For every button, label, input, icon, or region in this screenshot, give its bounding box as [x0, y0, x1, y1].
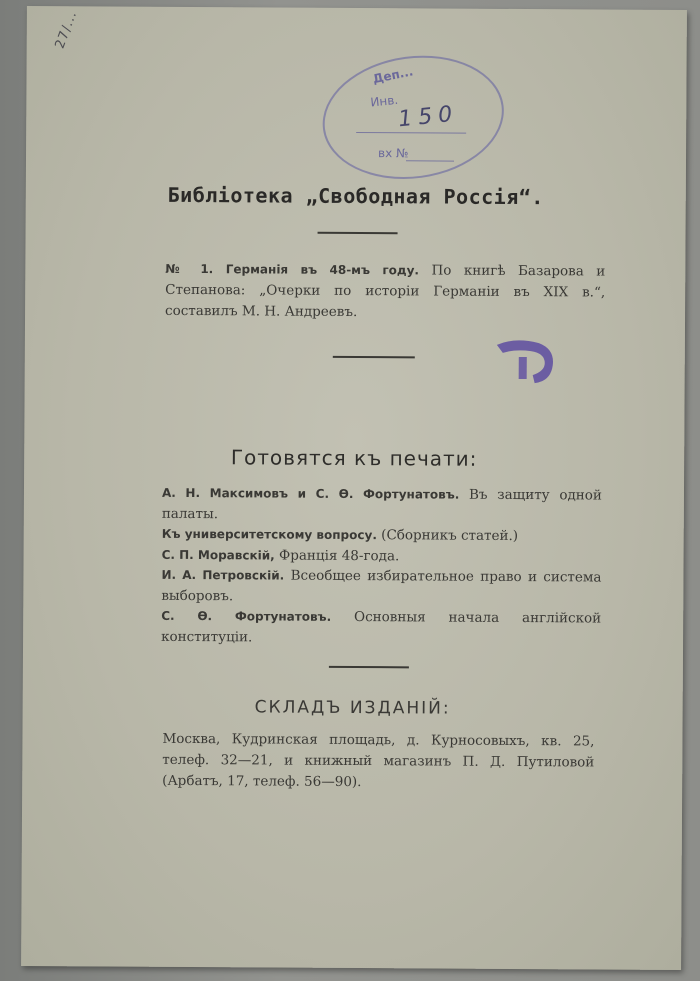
issue-entry [165, 259, 605, 325]
stamp-handwritten-number: 150 [397, 101, 460, 133]
list-item-title: Въ защиту одной палаты. [161, 486, 603, 522]
list-item-author: А. Н. Максимовъ и С. Ѳ. Фортунатовъ. [161, 485, 460, 502]
issue-title: Германія въ 48-мъ году. [225, 262, 420, 278]
list-item-author: И. А. Петровскій. [161, 567, 285, 583]
title-rule [318, 232, 398, 234]
stamp-line-3: вх № [378, 146, 409, 161]
stamp-line-1: Деп... [371, 64, 415, 87]
store-heading: СКЛАДЪ ИЗДАНІЙ: [254, 697, 451, 719]
list-item [161, 606, 601, 650]
stamp-line-2: Инв. [369, 92, 399, 110]
list-item [162, 483, 602, 527]
forthcoming-heading: Готовятся къ печати: [230, 445, 478, 471]
list-item [161, 565, 601, 609]
issue-text: По книгѣ Базарова и Степанова: „Очерки по исторіи Германіи въ XIX в.“, составилъ М. Н. Андреевъ. [165, 262, 606, 321]
purple-stamp-mark [495, 335, 559, 385]
issue-number: № 1. [165, 261, 214, 277]
list-item-title: Франція 48-года. [278, 547, 400, 564]
document-page [21, 6, 687, 970]
list-item-title: Основныя начала англійской конституціи. [161, 609, 602, 645]
forthcoming-list [161, 483, 602, 650]
series-title: Библіотека „Свободная Россія“. [167, 182, 544, 210]
handwritten-edge-note: 27/... [52, 8, 81, 51]
store-address: Москва, Кудринская площадь, д. Курносовыхъ, кв. 25, телеф. 32—21, и книжный магазинъ П. Д. Путиловой (Арбатъ, 17, телеф. 56—90). [162, 730, 595, 791]
list-item [162, 524, 602, 547]
list-item-author: С. Ѳ. Фортунатовъ. [161, 608, 332, 624]
section-rule-1 [333, 356, 415, 359]
list-item-title: (Сборникъ статей.) [381, 527, 519, 545]
list-item [162, 544, 602, 567]
list-item-author: Къ университетскому вопросу. [161, 526, 377, 543]
list-item-author: С. П. Моравскій, [161, 547, 275, 563]
section-rule-2 [329, 666, 409, 668]
list-item-title: Всеобщее избирательное право и система выборовъ. [161, 567, 602, 604]
